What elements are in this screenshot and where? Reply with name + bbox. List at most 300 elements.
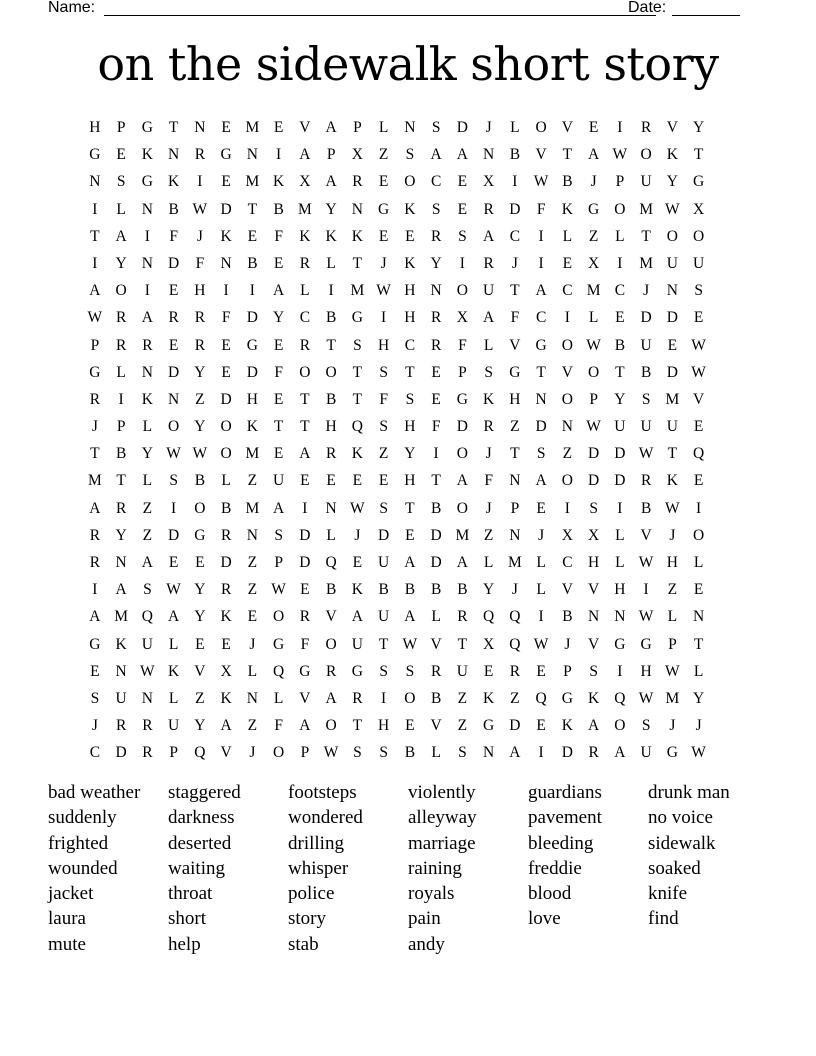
grid-letter[interactable]: T bbox=[352, 363, 363, 381]
grid-letter[interactable]: J bbox=[669, 526, 676, 544]
grid-letter[interactable]: L bbox=[615, 227, 626, 245]
grid-letter[interactable]: I bbox=[564, 499, 571, 517]
grid-letter[interactable]: L bbox=[562, 227, 573, 245]
grid-letter[interactable]: R bbox=[509, 662, 521, 680]
grid-letter[interactable]: G bbox=[640, 635, 653, 653]
grid-letter[interactable]: B bbox=[194, 472, 206, 490]
grid-letter[interactable]: E bbox=[405, 717, 416, 735]
grid-letter[interactable]: J bbox=[695, 717, 703, 735]
grid-letter[interactable]: O bbox=[220, 418, 233, 436]
grid-letter[interactable]: W bbox=[665, 499, 681, 517]
grid-letter[interactable]: H bbox=[588, 554, 600, 571]
grid-letter[interactable]: O bbox=[588, 363, 600, 381]
grid-letter[interactable]: G bbox=[378, 200, 390, 218]
grid-letter[interactable]: A bbox=[588, 146, 600, 164]
grid-letter[interactable]: I bbox=[564, 309, 571, 327]
grid-letter[interactable]: O bbox=[273, 744, 285, 762]
grid-letter[interactable]: H bbox=[378, 336, 390, 354]
grid-letter[interactable]: L bbox=[693, 662, 704, 680]
grid-letter[interactable]: J bbox=[511, 581, 519, 599]
grid-letter[interactable]: W bbox=[192, 445, 208, 463]
grid-letter[interactable]: N bbox=[168, 390, 180, 408]
date-line[interactable] bbox=[672, 15, 740, 16]
grid-letter[interactable]: I bbox=[643, 581, 650, 599]
grid-letter[interactable]: Z bbox=[457, 717, 468, 735]
grid-letter[interactable]: K bbox=[351, 227, 364, 245]
grid-letter[interactable]: R bbox=[430, 662, 442, 680]
grid-letter[interactable]: M bbox=[455, 526, 470, 544]
grid-letter[interactable]: G bbox=[246, 336, 259, 354]
grid-letter[interactable]: H bbox=[404, 472, 416, 490]
grid-letter[interactable]: R bbox=[194, 309, 206, 327]
grid-letter[interactable]: H bbox=[614, 581, 626, 599]
grid-letter[interactable]: N bbox=[141, 689, 154, 707]
grid-letter[interactable]: E bbox=[693, 309, 704, 327]
grid-letter[interactable]: O bbox=[404, 689, 416, 707]
grid-letter[interactable]: R bbox=[194, 146, 206, 164]
grid-letter[interactable]: S bbox=[379, 662, 389, 680]
grid-letter[interactable]: E bbox=[588, 119, 599, 136]
grid-letter[interactable]: E bbox=[221, 336, 232, 354]
grid-letter[interactable]: E bbox=[168, 282, 179, 300]
grid-letter[interactable]: D bbox=[666, 309, 679, 327]
grid-letter[interactable]: R bbox=[352, 689, 364, 707]
grid-letter[interactable]: Y bbox=[194, 608, 206, 626]
grid-letter[interactable]: N bbox=[561, 418, 574, 436]
grid-letter[interactable]: Y bbox=[614, 390, 626, 408]
grid-letter[interactable]: N bbox=[483, 744, 495, 762]
grid-letter[interactable]: M bbox=[507, 554, 523, 571]
grid-letter[interactable]: L bbox=[510, 119, 521, 136]
grid-letter[interactable]: S bbox=[143, 581, 153, 599]
grid-letter[interactable]: S bbox=[169, 472, 179, 490]
grid-letter[interactable]: B bbox=[220, 499, 232, 517]
grid-letter[interactable]: T bbox=[510, 445, 521, 463]
grid-letter[interactable]: A bbox=[404, 554, 416, 571]
grid-letter[interactable]: O bbox=[273, 608, 285, 626]
grid-letter[interactable]: A bbox=[456, 472, 469, 490]
grid-letter[interactable]: L bbox=[116, 200, 127, 218]
grid-letter[interactable]: G bbox=[89, 363, 101, 381]
grid-letter[interactable]: O bbox=[456, 282, 469, 300]
grid-letter[interactable]: E bbox=[273, 390, 284, 408]
grid-letter[interactable]: N bbox=[141, 254, 154, 272]
grid-letter[interactable]: L bbox=[300, 282, 311, 300]
grid-letter[interactable]: L bbox=[168, 635, 179, 653]
grid-letter[interactable]: D bbox=[588, 472, 600, 490]
grid-letter[interactable]: Y bbox=[666, 173, 679, 191]
grid-letter[interactable]: E bbox=[195, 554, 206, 571]
grid-letter[interactable]: I bbox=[381, 689, 387, 707]
grid-letter[interactable]: U bbox=[640, 418, 653, 436]
grid-letter[interactable]: B bbox=[614, 336, 626, 354]
grid-letter[interactable]: I bbox=[144, 282, 151, 300]
grid-letter[interactable]: P bbox=[274, 554, 284, 571]
grid-letter[interactable]: E bbox=[221, 119, 232, 136]
grid-letter[interactable]: L bbox=[693, 554, 704, 571]
grid-letter[interactable]: C bbox=[299, 309, 311, 327]
grid-letter[interactable]: T bbox=[378, 635, 389, 653]
grid-letter[interactable]: H bbox=[404, 418, 416, 436]
grid-letter[interactable]: E bbox=[457, 173, 468, 191]
grid-letter[interactable]: N bbox=[430, 282, 443, 300]
grid-letter[interactable]: Z bbox=[510, 418, 521, 436]
grid-letter[interactable]: T bbox=[247, 200, 258, 218]
grid-letter[interactable]: Y bbox=[194, 581, 206, 599]
grid-letter[interactable]: L bbox=[142, 418, 153, 436]
grid-letter[interactable]: A bbox=[89, 608, 101, 626]
grid-letter[interactable]: B bbox=[115, 445, 127, 463]
grid-letter[interactable]: T bbox=[405, 499, 416, 517]
grid-letter[interactable]: Y bbox=[325, 200, 338, 218]
grid-letter[interactable]: G bbox=[509, 363, 521, 381]
grid-letter[interactable]: L bbox=[326, 254, 337, 272]
grid-letter[interactable]: B bbox=[509, 146, 521, 164]
grid-letter[interactable]: L bbox=[588, 309, 599, 327]
grid-letter[interactable]: R bbox=[194, 336, 206, 354]
grid-letter[interactable]: Q bbox=[614, 689, 626, 707]
grid-letter[interactable]: K bbox=[220, 227, 233, 245]
grid-letter[interactable]: E bbox=[615, 309, 626, 327]
grid-letter[interactable]: D bbox=[168, 363, 180, 381]
grid-letter[interactable]: X bbox=[456, 309, 469, 327]
grid-letter[interactable]: D bbox=[561, 744, 574, 762]
grid-letter[interactable]: N bbox=[693, 608, 705, 626]
grid-letter[interactable]: W bbox=[166, 581, 182, 599]
grid-letter[interactable]: L bbox=[536, 581, 547, 599]
grid-letter[interactable]: P bbox=[353, 119, 363, 136]
grid-letter[interactable]: X bbox=[299, 173, 311, 191]
grid-letter[interactable]: S bbox=[536, 445, 546, 463]
grid-letter[interactable]: Z bbox=[483, 526, 494, 544]
grid-letter[interactable]: R bbox=[115, 499, 127, 517]
grid-letter[interactable]: W bbox=[638, 554, 654, 571]
grid-letter[interactable]: D bbox=[614, 445, 626, 463]
grid-letter[interactable]: X bbox=[693, 200, 705, 218]
grid-letter[interactable]: A bbox=[351, 608, 364, 626]
grid-letter[interactable]: A bbox=[614, 744, 626, 762]
grid-letter[interactable]: O bbox=[614, 200, 626, 218]
grid-letter[interactable]: E bbox=[221, 363, 232, 381]
grid-letter[interactable]: N bbox=[509, 472, 521, 490]
grid-letter[interactable]: T bbox=[457, 635, 468, 653]
grid-letter[interactable]: T bbox=[352, 717, 363, 735]
grid-letter[interactable]: Z bbox=[142, 499, 153, 517]
grid-letter[interactable]: R bbox=[220, 526, 232, 544]
grid-letter[interactable]: S bbox=[353, 744, 363, 762]
grid-letter[interactable]: S bbox=[641, 390, 651, 408]
grid-letter[interactable]: I bbox=[617, 119, 623, 136]
grid-letter[interactable]: J bbox=[485, 499, 493, 517]
grid-letter[interactable]: K bbox=[666, 146, 679, 164]
grid-letter[interactable]: E bbox=[352, 472, 363, 490]
grid-letter[interactable]: E bbox=[247, 227, 258, 245]
grid-letter[interactable]: V bbox=[509, 336, 521, 354]
grid-letter[interactable]: A bbox=[299, 717, 311, 735]
grid-letter[interactable]: J bbox=[380, 254, 388, 272]
grid-letter[interactable]: E bbox=[273, 254, 284, 272]
grid-letter[interactable]: Z bbox=[195, 689, 206, 707]
grid-letter[interactable]: V bbox=[299, 119, 311, 136]
grid-letter[interactable]: A bbox=[404, 608, 416, 626]
grid-letter[interactable]: Y bbox=[693, 119, 705, 136]
grid-letter[interactable]: E bbox=[300, 472, 311, 490]
grid-letter[interactable]: O bbox=[325, 363, 338, 381]
grid-letter[interactable]: W bbox=[665, 200, 681, 218]
grid-letter[interactable]: H bbox=[194, 282, 206, 300]
grid-letter[interactable]: V bbox=[588, 581, 600, 599]
grid-letter[interactable]: I bbox=[249, 282, 256, 300]
grid-letter[interactable]: E bbox=[116, 146, 127, 164]
grid-letter[interactable]: I bbox=[118, 390, 125, 408]
grid-letter[interactable]: L bbox=[142, 472, 153, 490]
grid-letter[interactable]: C bbox=[614, 282, 626, 300]
grid-letter[interactable]: A bbox=[273, 282, 285, 300]
grid-letter[interactable]: J bbox=[354, 526, 361, 544]
grid-letter[interactable]: K bbox=[588, 689, 600, 707]
grid-letter[interactable]: D bbox=[168, 526, 180, 544]
grid-letter[interactable]: W bbox=[192, 200, 208, 218]
grid-letter[interactable]: O bbox=[666, 227, 679, 245]
grid-letter[interactable]: X bbox=[220, 662, 233, 680]
grid-letter[interactable]: L bbox=[116, 363, 127, 381]
grid-letter[interactable]: D bbox=[535, 418, 548, 436]
grid-letter[interactable]: W bbox=[350, 499, 366, 517]
grid-letter[interactable]: L bbox=[483, 336, 494, 354]
grid-letter[interactable]: P bbox=[169, 744, 179, 762]
grid-letter[interactable]: O bbox=[561, 336, 574, 354]
grid-letter[interactable]: X bbox=[483, 635, 495, 653]
grid-letter[interactable]: W bbox=[323, 744, 339, 762]
grid-letter[interactable]: R bbox=[299, 254, 311, 272]
grid-letter[interactable]: C bbox=[404, 336, 416, 354]
grid-letter[interactable]: E bbox=[693, 418, 704, 436]
grid-letter[interactable]: B bbox=[325, 581, 337, 599]
grid-letter[interactable]: L bbox=[378, 119, 389, 136]
grid-letter[interactable]: H bbox=[246, 390, 259, 408]
grid-letter[interactable]: H bbox=[89, 119, 101, 136]
grid-letter[interactable]: Y bbox=[194, 717, 206, 735]
grid-letter[interactable]: T bbox=[90, 227, 101, 245]
grid-letter[interactable]: S bbox=[90, 689, 100, 707]
grid-letter[interactable]: L bbox=[667, 608, 678, 626]
grid-letter[interactable]: Z bbox=[195, 390, 206, 408]
grid-letter[interactable]: F bbox=[274, 227, 284, 245]
grid-letter[interactable]: U bbox=[351, 635, 364, 653]
grid-letter[interactable]: T bbox=[300, 418, 311, 436]
grid-letter[interactable]: Q bbox=[273, 662, 285, 680]
grid-letter[interactable]: I bbox=[381, 309, 387, 327]
grid-letter[interactable]: S bbox=[458, 227, 468, 245]
grid-letter[interactable]: A bbox=[430, 146, 443, 164]
grid-letter[interactable]: T bbox=[667, 445, 678, 463]
grid-letter[interactable]: S bbox=[379, 363, 389, 381]
grid-letter[interactable]: O bbox=[561, 390, 574, 408]
grid-letter[interactable]: B bbox=[404, 744, 416, 762]
grid-letter[interactable]: S bbox=[405, 390, 415, 408]
grid-letter[interactable]: M bbox=[639, 254, 654, 272]
grid-letter[interactable]: F bbox=[510, 309, 520, 327]
grid-letter[interactable]: N bbox=[509, 526, 521, 544]
grid-letter[interactable]: W bbox=[638, 445, 654, 463]
grid-letter[interactable]: E bbox=[405, 526, 416, 544]
grid-letter[interactable]: T bbox=[693, 146, 704, 164]
grid-letter[interactable]: U bbox=[640, 744, 653, 762]
grid-letter[interactable]: A bbox=[141, 554, 154, 571]
grid-letter[interactable]: W bbox=[376, 282, 392, 300]
grid-letter[interactable]: Q bbox=[509, 608, 521, 626]
grid-letter[interactable]: U bbox=[273, 472, 285, 490]
grid-letter[interactable]: F bbox=[379, 390, 389, 408]
grid-letter[interactable]: I bbox=[617, 662, 623, 680]
grid-letter[interactable]: Q bbox=[141, 608, 154, 626]
grid-letter[interactable]: Z bbox=[378, 146, 389, 164]
grid-letter[interactable]: E bbox=[405, 227, 416, 245]
grid-letter[interactable]: Z bbox=[457, 689, 468, 707]
grid-letter[interactable]: U bbox=[666, 418, 679, 436]
grid-letter[interactable]: R bbox=[115, 336, 127, 354]
grid-letter[interactable]: A bbox=[483, 309, 495, 327]
grid-letter[interactable]: W bbox=[87, 309, 103, 327]
grid-letter[interactable]: V bbox=[561, 119, 574, 136]
grid-letter[interactable]: E bbox=[90, 662, 101, 680]
grid-letter[interactable]: W bbox=[638, 689, 654, 707]
grid-letter[interactable]: L bbox=[273, 689, 284, 707]
grid-letter[interactable]: E bbox=[431, 390, 442, 408]
grid-letter[interactable]: B bbox=[325, 309, 337, 327]
grid-letter[interactable]: J bbox=[249, 635, 256, 653]
grid-letter[interactable]: H bbox=[666, 554, 679, 571]
grid-letter[interactable]: S bbox=[484, 363, 494, 381]
grid-letter[interactable]: W bbox=[586, 418, 602, 436]
grid-letter[interactable]: A bbox=[168, 608, 180, 626]
grid-letter[interactable]: G bbox=[89, 635, 101, 653]
grid-letter[interactable]: E bbox=[667, 336, 678, 354]
grid-letter[interactable]: D bbox=[168, 254, 180, 272]
grid-letter[interactable]: B bbox=[247, 254, 259, 272]
grid-letter[interactable]: R bbox=[142, 717, 154, 735]
grid-letter[interactable]: P bbox=[563, 662, 573, 680]
grid-letter[interactable]: E bbox=[378, 472, 389, 490]
grid-letter[interactable]: E bbox=[431, 363, 442, 381]
grid-letter[interactable]: E bbox=[536, 662, 547, 680]
grid-letter[interactable]: T bbox=[273, 418, 284, 436]
grid-letter[interactable]: P bbox=[615, 173, 625, 191]
grid-letter[interactable]: A bbox=[325, 173, 338, 191]
grid-letter[interactable]: P bbox=[458, 363, 468, 381]
grid-letter[interactable]: F bbox=[300, 635, 310, 653]
grid-letter[interactable]: R bbox=[299, 336, 311, 354]
grid-letter[interactable]: J bbox=[669, 717, 676, 735]
grid-letter[interactable]: Z bbox=[667, 581, 678, 599]
grid-letter[interactable]: S bbox=[353, 336, 363, 354]
grid-letter[interactable]: D bbox=[456, 418, 469, 436]
grid-letter[interactable]: T bbox=[562, 146, 573, 164]
grid-letter[interactable]: L bbox=[221, 472, 232, 490]
grid-letter[interactable]: E bbox=[457, 200, 468, 218]
grid-letter[interactable]: E bbox=[273, 336, 284, 354]
grid-letter[interactable]: F bbox=[195, 254, 205, 272]
grid-letter[interactable]: E bbox=[352, 554, 363, 571]
grid-letter[interactable]: A bbox=[299, 146, 311, 164]
grid-letter[interactable]: F bbox=[484, 472, 494, 490]
grid-letter[interactable]: Y bbox=[115, 526, 128, 544]
grid-letter[interactable]: D bbox=[666, 363, 679, 381]
grid-letter[interactable]: U bbox=[640, 173, 653, 191]
grid-letter[interactable]: L bbox=[431, 608, 442, 626]
grid-letter[interactable]: E bbox=[378, 227, 389, 245]
grid-letter[interactable]: K bbox=[561, 200, 574, 218]
grid-letter[interactable]: B bbox=[325, 390, 337, 408]
grid-letter[interactable]: Z bbox=[247, 581, 258, 599]
grid-letter[interactable]: K bbox=[220, 689, 233, 707]
grid-letter[interactable]: R bbox=[457, 608, 469, 626]
grid-letter[interactable]: W bbox=[691, 744, 707, 762]
grid-letter[interactable]: X bbox=[351, 146, 364, 164]
grid-letter[interactable]: T bbox=[536, 363, 547, 381]
grid-letter[interactable]: E bbox=[168, 336, 179, 354]
grid-letter[interactable]: T bbox=[116, 472, 127, 490]
grid-letter[interactable]: A bbox=[89, 499, 101, 517]
grid-letter[interactable]: N bbox=[483, 146, 495, 164]
grid-letter[interactable]: M bbox=[586, 282, 602, 300]
grid-letter[interactable]: L bbox=[431, 744, 442, 762]
grid-letter[interactable]: W bbox=[612, 146, 628, 164]
grid-letter[interactable]: D bbox=[456, 119, 469, 136]
grid-letter[interactable]: I bbox=[144, 227, 151, 245]
grid-letter[interactable]: X bbox=[588, 254, 600, 272]
grid-letter[interactable]: R bbox=[430, 309, 442, 327]
grid-letter[interactable]: U bbox=[666, 254, 679, 272]
grid-letter[interactable]: R bbox=[430, 336, 442, 354]
grid-letter[interactable]: S bbox=[274, 526, 284, 544]
grid-letter[interactable]: W bbox=[586, 336, 602, 354]
grid-letter[interactable]: E bbox=[221, 173, 232, 191]
grid-letter[interactable]: G bbox=[141, 119, 154, 136]
grid-letter[interactable]: E bbox=[247, 608, 258, 626]
grid-letter[interactable]: K bbox=[483, 390, 495, 408]
grid-letter[interactable]: T bbox=[326, 336, 337, 354]
grid-letter[interactable]: G bbox=[456, 390, 469, 408]
grid-letter[interactable]: G bbox=[351, 662, 364, 680]
grid-letter[interactable]: N bbox=[168, 146, 180, 164]
grid-letter[interactable]: I bbox=[92, 200, 98, 218]
grid-letter[interactable]: R bbox=[483, 418, 495, 436]
grid-letter[interactable]: F bbox=[169, 227, 179, 245]
grid-letter[interactable]: P bbox=[300, 744, 310, 762]
grid-letter[interactable]: X bbox=[483, 173, 495, 191]
grid-letter[interactable]: I bbox=[538, 227, 545, 245]
grid-letter[interactable]: O bbox=[456, 445, 469, 463]
grid-letter[interactable]: W bbox=[140, 662, 156, 680]
grid-letter[interactable]: G bbox=[273, 635, 285, 653]
grid-letter[interactable]: H bbox=[404, 309, 416, 327]
grid-letter[interactable]: B bbox=[562, 608, 574, 626]
grid-letter[interactable]: R bbox=[142, 744, 154, 762]
grid-letter[interactable]: E bbox=[693, 472, 704, 490]
grid-letter[interactable]: D bbox=[378, 526, 390, 544]
grid-letter[interactable]: J bbox=[511, 254, 519, 272]
grid-letter[interactable]: R bbox=[89, 390, 101, 408]
grid-letter[interactable]: G bbox=[614, 635, 626, 653]
grid-letter[interactable]: Y bbox=[273, 309, 285, 327]
grid-letter[interactable]: W bbox=[533, 173, 549, 191]
grid-letter[interactable]: N bbox=[404, 119, 416, 136]
grid-letter[interactable]: A bbox=[483, 227, 495, 245]
grid-letter[interactable]: B bbox=[430, 581, 442, 599]
grid-letter[interactable]: M bbox=[297, 200, 313, 218]
grid-letter[interactable]: O bbox=[404, 173, 416, 191]
